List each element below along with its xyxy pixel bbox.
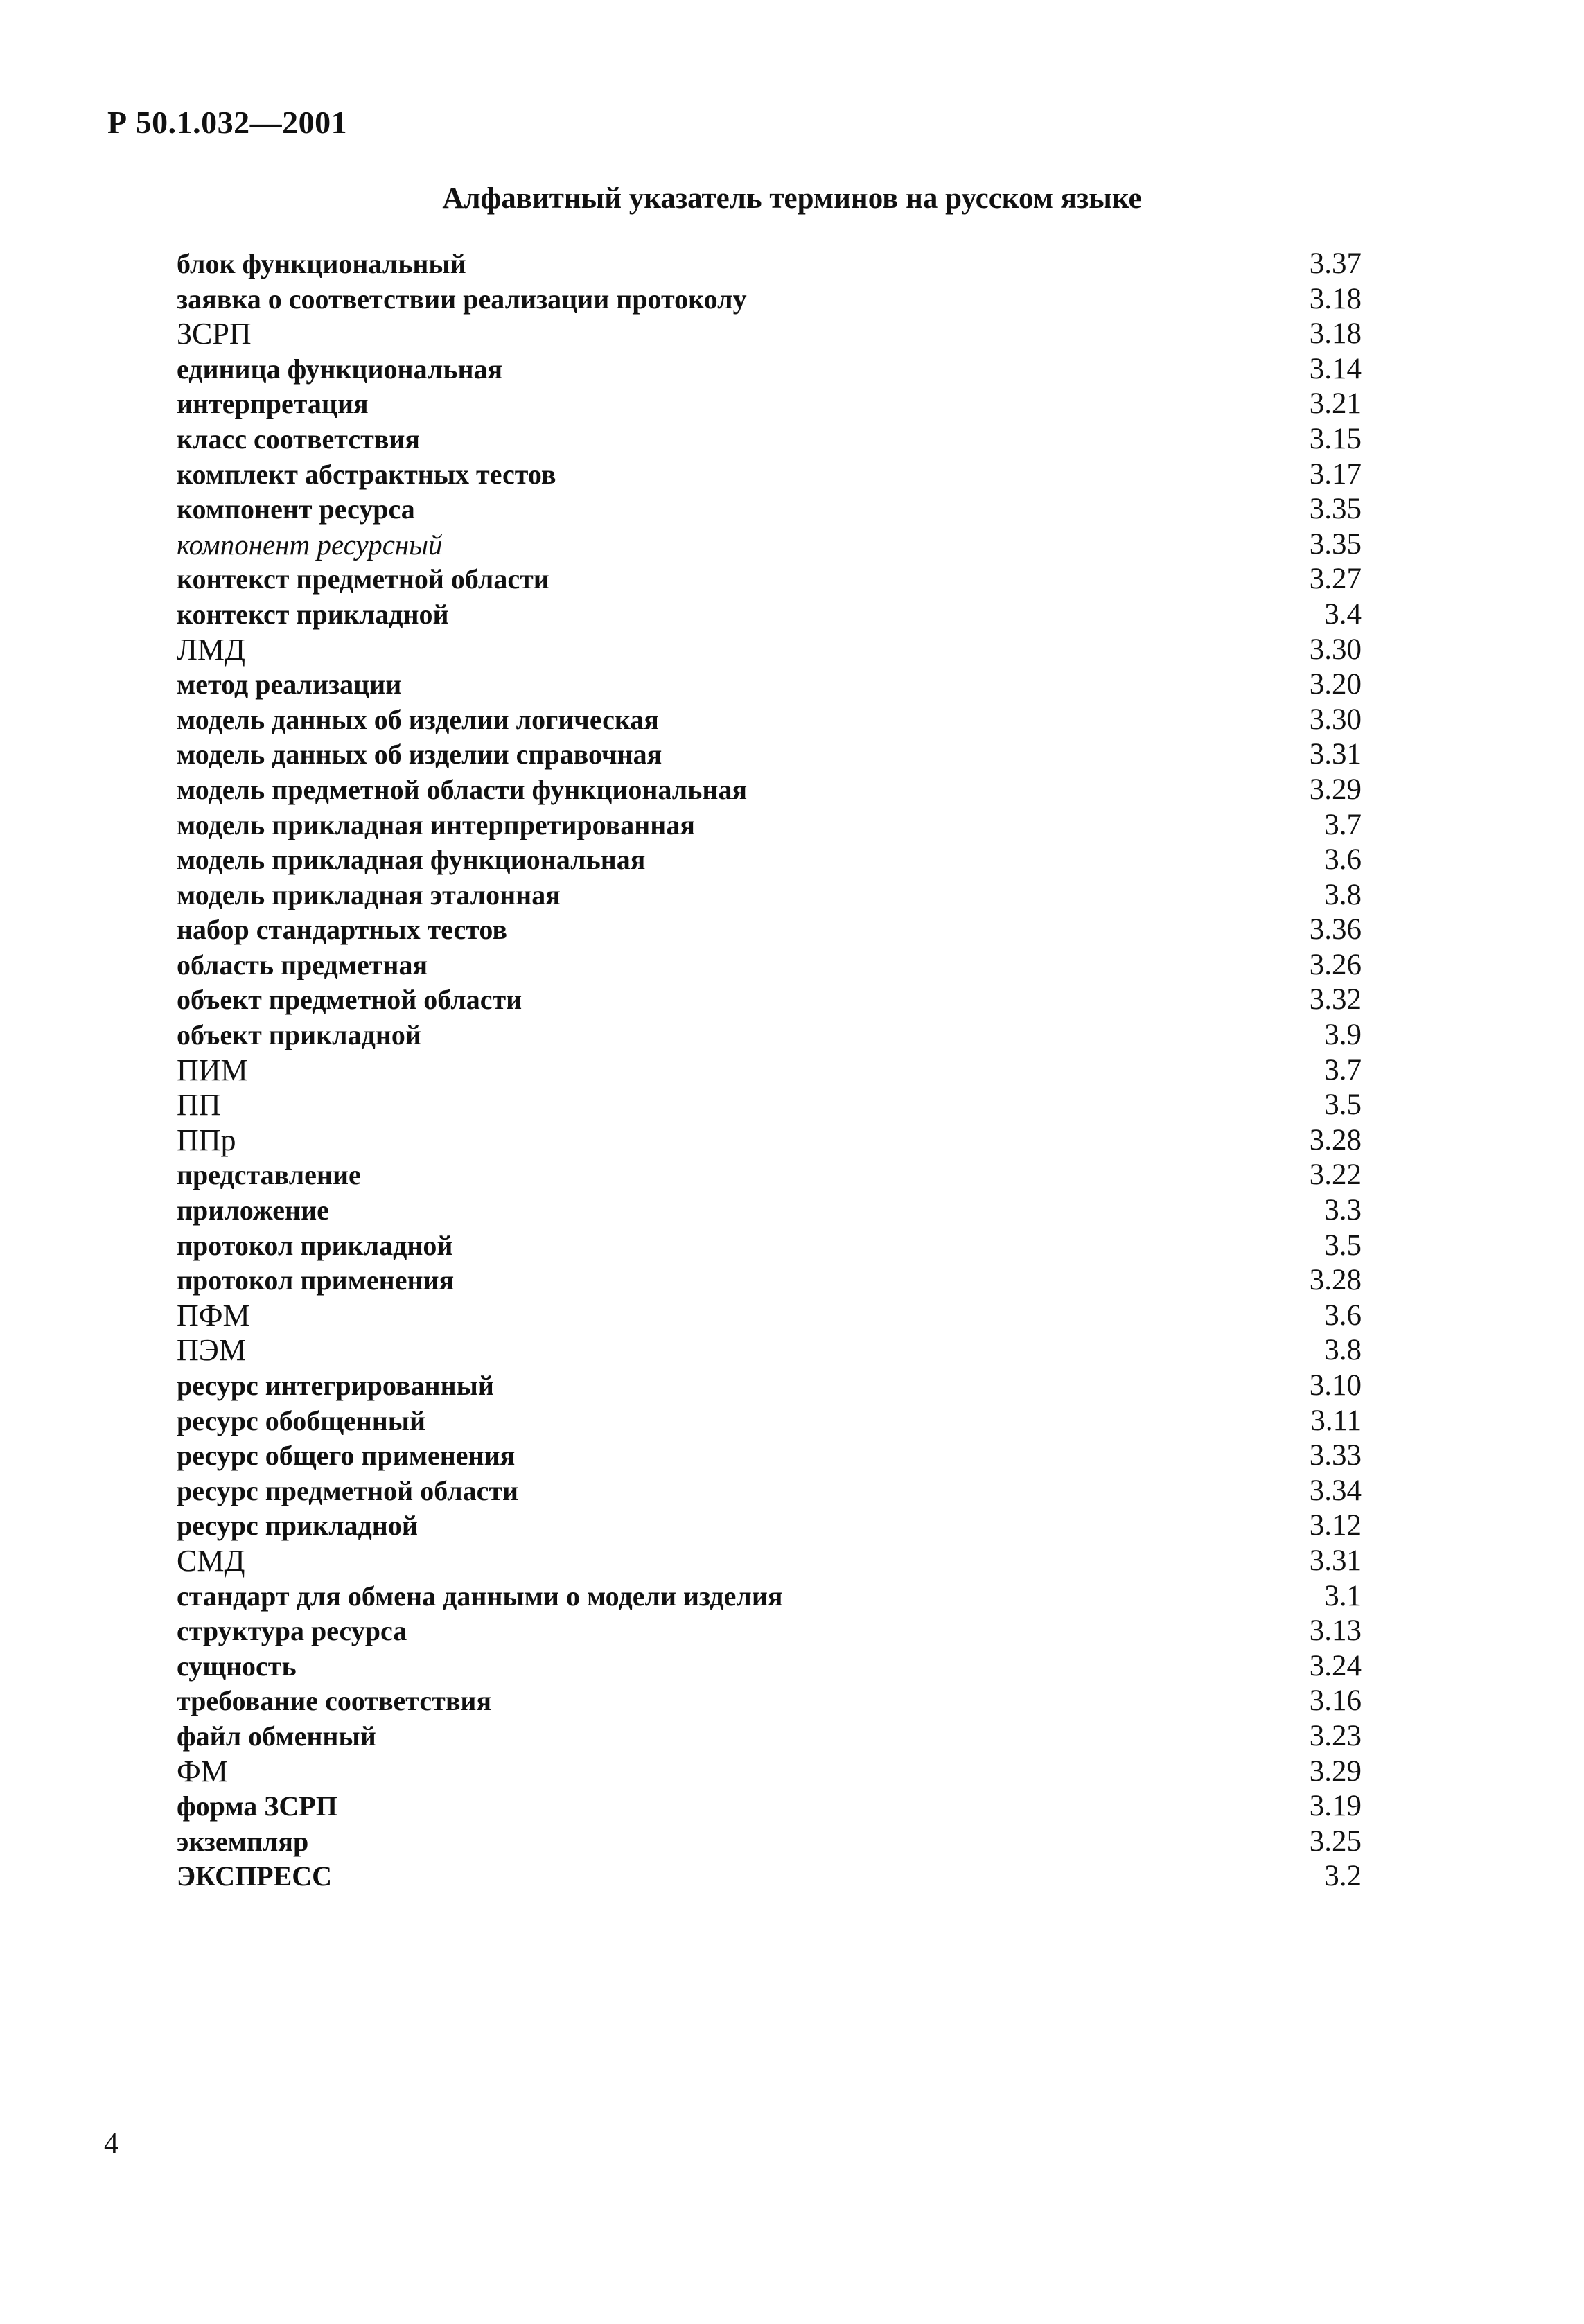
index-entry [177,1088,1362,1123]
index-entry [177,773,1362,808]
index-term: единица функциональная [177,353,503,385]
index-reference: 3.30 [1309,703,1362,736]
index-reference: 3.1 [1324,1579,1362,1612]
index-term: модель прикладная эталонная [177,879,561,910]
document-code: Р 50.1.032—2001 [107,105,348,140]
index-entry [177,633,1362,668]
page-number: 4 [104,2128,118,2160]
index-term: модель предметной области функциональная [177,773,748,805]
index-entry [177,1754,1362,1790]
index-entry [177,1649,1362,1684]
index-reference: 3.12 [1309,1509,1362,1542]
index-term: ППр [177,1123,236,1157]
index-reference: 3.10 [1309,1369,1362,1402]
index-term: объект прикладной [177,1019,421,1051]
index-reference: 3.35 [1309,527,1362,561]
index-term: модель данных об изделии логическая [177,703,659,735]
index-reference: 3.7 [1324,808,1362,841]
index-entry [177,737,1362,773]
index-entry [177,597,1362,633]
index-term: блок функциональный [177,248,466,279]
index-term: СМД [177,1543,245,1578]
index-entry [177,843,1362,878]
index-reference: 3.19 [1309,1790,1362,1823]
index-entry [177,1789,1362,1824]
index-term: метод реализации [177,669,402,701]
index-entry [177,282,1362,317]
index-entry [177,1544,1362,1579]
index-term: ресурс обобщенный [177,1405,426,1436]
index-entry [177,387,1362,422]
index-term: стандарт для обмена данными о модели изделия [177,1580,783,1612]
index-entry [177,1719,1362,1754]
index-term: компонент ресурсный [177,528,443,561]
index-reference: 3.5 [1324,1089,1362,1122]
index-entry [177,878,1362,913]
index-term: структура ресурса [177,1615,407,1647]
index-entry [177,562,1362,597]
index-entry [177,1229,1362,1264]
index-term: ресурс интегрированный [177,1370,494,1401]
index-reference: 3.37 [1309,247,1362,280]
index-reference: 3.23 [1309,1719,1362,1752]
index-reference: 3.34 [1309,1474,1362,1507]
index-entry [177,1859,1362,1894]
index-reference: 3.6 [1324,1299,1362,1332]
index-reference: 3.13 [1309,1614,1362,1648]
index-reference: 3.33 [1309,1439,1362,1472]
index-entry [177,1193,1362,1229]
index-term: форма ЗСРП [177,1790,337,1822]
index-reference: 3.36 [1309,913,1362,947]
index-term: модель данных об изделии справочная [177,739,662,771]
index-reference: 3.8 [1324,1334,1362,1367]
index-term: файл обменный [177,1720,376,1752]
index-entry [177,948,1362,983]
index-reference: 3.20 [1309,668,1362,701]
index-entry [177,492,1362,527]
index-term: ПИМ [177,1053,248,1087]
index-reference: 3.31 [1309,738,1362,771]
index-entry [177,1333,1362,1368]
index-reference: 3.22 [1309,1159,1362,1192]
index-reference: 3.30 [1309,633,1362,666]
index-reference: 3.11 [1310,1404,1362,1437]
index-term: ресурс общего применения [177,1440,516,1472]
index-reference: 3.7 [1324,1053,1362,1086]
index-term: ФМ [177,1754,228,1788]
index-reference: 3.4 [1324,597,1362,631]
index-term: класс соответствия [177,423,421,455]
index-entry [177,808,1362,843]
index-reference: 3.24 [1309,1649,1362,1682]
index-term: протокол применения [177,1265,455,1296]
index-term: комплект абстрактных тестов [177,458,556,490]
index-entry [177,1474,1362,1509]
index-entry [177,1123,1362,1159]
index-entry [177,247,1362,282]
index-entry [177,1684,1362,1719]
index-entry [177,1368,1362,1404]
index-entry [177,1299,1362,1334]
index-reference: 3.18 [1309,317,1362,351]
index-entry [177,1018,1362,1053]
index-entry [177,1579,1362,1614]
index-term: ЗСРП [177,317,252,351]
index-reference: 3.35 [1309,493,1362,526]
index-reference: 3.9 [1324,1019,1362,1052]
index-term: объект предметной области [177,984,522,1016]
index-reference: 3.6 [1324,843,1362,877]
index-term: заявка о соответствии реализации протоколу [177,283,747,315]
index-reference: 3.25 [1309,1824,1362,1858]
index-entry [177,703,1362,738]
index-entry [177,1614,1362,1649]
index-reference: 3.3 [1324,1194,1362,1227]
index-term: контекст прикладной [177,598,449,630]
index-reference: 3.26 [1309,948,1362,981]
index-reference: 3.29 [1309,1754,1362,1788]
index-term: интерпретация [177,388,369,420]
index-reference: 3.8 [1324,878,1362,911]
index-term: требование соответствия [177,1685,492,1717]
index-title: Алфавитный указатель терминов на русском языке [442,182,1142,215]
index-reference: 3.21 [1309,387,1362,421]
index-term: приложение [177,1195,329,1226]
index-entry [177,1824,1362,1860]
index-entry [177,1263,1362,1299]
index-reference: 3.16 [1309,1684,1362,1718]
index-reference: 3.5 [1324,1229,1362,1262]
index-term: ПФМ [177,1298,250,1332]
index-term: экземпляр [177,1825,309,1857]
index-reference: 3.28 [1309,1264,1362,1297]
index-reference: 3.32 [1309,983,1362,1016]
index-term: ЭКСПРЕСС [177,1860,333,1892]
index-term: ПЭМ [177,1333,246,1368]
index-entry [177,1053,1362,1089]
index-term: модель прикладная интерпретированная [177,809,695,840]
index-entry [177,1404,1362,1439]
index-term: область предметная [177,949,428,980]
index-entry [177,1158,1362,1193]
index-term: контекст предметной области [177,563,549,595]
index-reference: 3.15 [1309,422,1362,455]
index-entry [177,317,1362,352]
index-reference: 3.27 [1309,563,1362,596]
index-reference: 3.14 [1309,352,1362,385]
index-entry [177,983,1362,1018]
term-index-list [177,247,1362,1894]
index-entry [177,667,1362,703]
index-entry [177,1508,1362,1544]
index-entry [177,422,1362,457]
index-term: ресурс прикладной [177,1510,418,1542]
index-term: ЛМД [177,632,245,667]
index-entry [177,1438,1362,1474]
index-reference: 3.28 [1309,1123,1362,1156]
index-term: сущность [177,1650,297,1682]
index-term: модель прикладная функциональная [177,844,646,876]
index-entry [177,352,1362,387]
index-entry [177,913,1362,948]
index-reference: 3.29 [1309,773,1362,806]
index-term: представление [177,1159,361,1191]
index-reference: 3.31 [1309,1544,1362,1577]
index-entry [177,527,1362,563]
index-term: протокол прикладной [177,1229,453,1261]
index-term: ПП [177,1088,221,1123]
index-term: компонент ресурса [177,493,415,525]
index-reference: 3.17 [1309,457,1362,491]
index-entry [177,457,1362,493]
index-term: ресурс предметной области [177,1474,519,1506]
index-reference: 3.18 [1309,282,1362,315]
index-term: набор стандартных тестов [177,914,507,946]
index-reference: 3.2 [1324,1860,1362,1893]
